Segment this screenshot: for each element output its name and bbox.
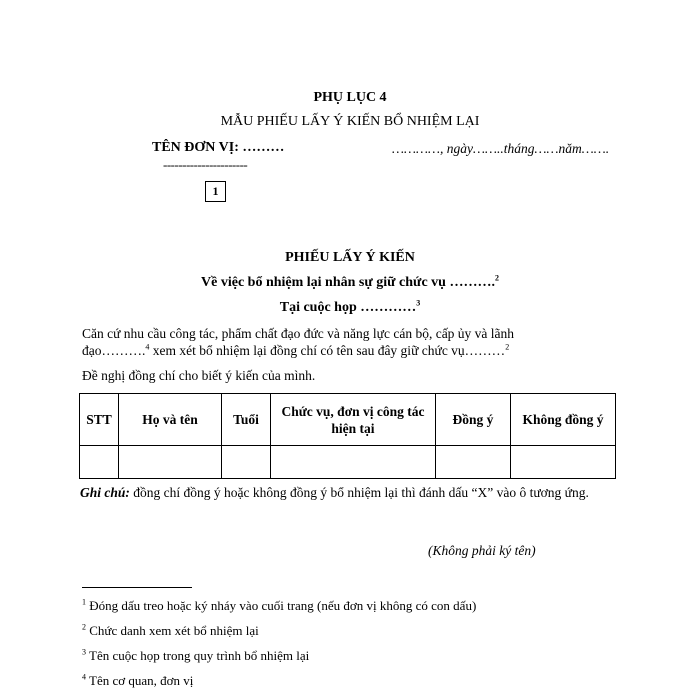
footnote-2: [82, 623, 259, 639]
intro-text-start: Căn cứ nhu cầu công tác, phẩm chất đạo đức và năng lực cán bộ, cấp ủy và lãnh đạo……….: [82, 326, 515, 358]
footnote-marker-box: 1: [205, 181, 226, 202]
footnote-number: 4: [82, 672, 86, 682]
col-header-stt: STT: [80, 394, 119, 446]
footnote-separator: [82, 587, 192, 588]
col-header-name: Họ và tên: [119, 394, 222, 446]
col-header-position: Chức vụ, đơn vị công tác hiện tại: [271, 394, 436, 446]
note-line: [80, 485, 589, 501]
note-label: Ghi chú:: [80, 485, 130, 500]
col-header-age: Tuổi: [222, 394, 271, 446]
footnote-number: 2: [82, 622, 86, 632]
unit-name: TÊN ĐƠN VỊ: ………: [152, 140, 285, 155]
footnote-3: [82, 648, 309, 664]
cell-stt: [80, 446, 119, 479]
footnote-text: Tên cơ quan, đơn vị: [86, 673, 194, 688]
meeting-line: [0, 300, 700, 316]
date-line: …………, ngày……..tháng……năm…….: [392, 141, 610, 156]
cell-name: [119, 446, 222, 479]
table-header-row: [80, 394, 616, 446]
meeting-text: Tại cuộc họp …………: [279, 300, 417, 315]
appendix-title: PHỤ LỤC 4: [313, 90, 387, 105]
form-title: MẪU PHIẾU LẤY Ý KIẾN BỔ NHIỆM LẠI: [220, 114, 480, 129]
intro-paragraph: [82, 325, 542, 359]
footnote-text: Tên cuộc họp trong quy trình bổ nhiệm lại: [86, 648, 310, 663]
note-text: đồng chí đồng ý hoặc không đồng ý bổ nhiệm lại thì đánh dấu “X” vào ô tương ứng.: [129, 485, 589, 500]
regarding-line: [0, 275, 700, 291]
signature-note: (Không phải ký tên): [428, 543, 536, 558]
footnote-text: Đóng dấu treo hoặc ký nháy vào cuối trang (nếu đơn vị không có con dấu): [86, 598, 477, 613]
unit-name-underline: ----------------------: [163, 157, 248, 172]
cell-position: [271, 446, 436, 479]
footnote-text: Chức danh xem xét bổ nhiệm lại: [86, 623, 259, 638]
vote-table: [79, 393, 616, 479]
slip-title: PHIẾU LẤY Ý KIẾN: [285, 250, 415, 265]
col-header-agree: Đồng ý: [436, 394, 511, 446]
footnote-number: 1: [82, 597, 86, 607]
footnote-4: [82, 673, 193, 689]
request-paragraph: Đề nghị đồng chí cho biết ý kiến của mình.: [82, 368, 316, 383]
cell-age: [222, 446, 271, 479]
cell-disagree: [511, 446, 616, 479]
intro-footnote-ref-a: 4: [145, 342, 150, 352]
cell-agree: [436, 446, 511, 479]
intro-footnote-ref-b: 2: [505, 342, 510, 352]
intro-text-mid: xem xét bổ nhiệm lại đồng chí có tên sau đây giữ chức vụ………: [149, 343, 506, 358]
col-header-disagree: Không đồng ý: [511, 394, 616, 446]
regarding-text: Về việc bổ nhiệm lại nhân sự giữ chức vụ ……….: [201, 275, 495, 290]
regarding-footnote-ref: 2: [494, 273, 499, 283]
table-row: [80, 446, 616, 479]
footnote-number: 3: [82, 647, 86, 657]
meeting-footnote-ref: 3: [416, 298, 421, 308]
footnote-1: [82, 598, 476, 614]
